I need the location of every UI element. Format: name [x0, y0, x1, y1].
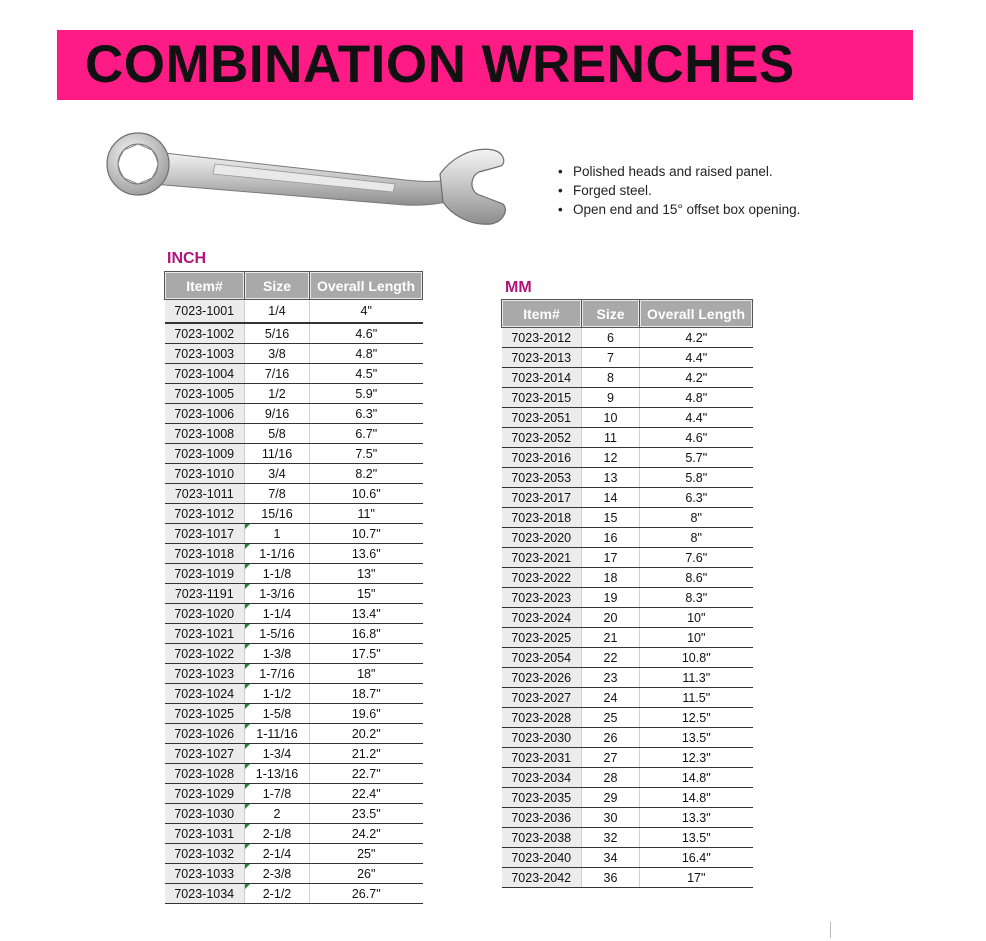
overall-length-cell: 13.5": [640, 828, 753, 848]
divider: [830, 922, 831, 938]
size-cell: 15/16: [245, 504, 310, 524]
size-cell: 28: [582, 768, 640, 788]
item-number-cell: 7023-1022: [165, 644, 245, 664]
size-cell: 1-5/8: [245, 704, 310, 724]
overall-length-cell: 13.5": [640, 728, 753, 748]
overall-length-cell: 4.8": [310, 344, 423, 364]
overall-length-cell: 4.4": [640, 408, 753, 428]
overall-length-cell: 12.3": [640, 748, 753, 768]
size-cell: 16: [582, 528, 640, 548]
overall-length-cell: 7.5": [310, 444, 423, 464]
overall-length-cell: 22.7": [310, 764, 423, 784]
item-number-cell: 7023-2034: [502, 768, 582, 788]
size-cell: 24: [582, 688, 640, 708]
feature-list: [558, 162, 800, 219]
size-cell: 22: [582, 648, 640, 668]
size-cell: 26: [582, 728, 640, 748]
size-cell: 27: [582, 748, 640, 768]
table-row: [165, 784, 423, 804]
item-number-cell: 7023-2014: [502, 368, 582, 388]
column-header-item: Item#: [502, 300, 582, 328]
size-cell: 36: [582, 868, 640, 888]
item-number-cell: 7023-1012: [165, 504, 245, 524]
size-cell: 7/16: [245, 364, 310, 384]
table-row: [165, 744, 423, 764]
item-number-cell: 7023-1023: [165, 664, 245, 684]
item-number-cell: 7023-1027: [165, 744, 245, 764]
overall-length-cell: 4.6": [640, 428, 753, 448]
table-row: [165, 300, 423, 324]
size-cell: 13: [582, 468, 640, 488]
size-cell: 3/8: [245, 344, 310, 364]
item-number-cell: 7023-2020: [502, 528, 582, 548]
overall-length-cell: 14.8": [640, 768, 753, 788]
overall-length-cell: 6.3": [640, 488, 753, 508]
overall-length-cell: 8": [640, 528, 753, 548]
table-row: [502, 748, 753, 768]
overall-length-cell: 22.4": [310, 784, 423, 804]
overall-length-cell: 5.7": [640, 448, 753, 468]
size-cell: 34: [582, 848, 640, 868]
item-number-cell: 7023-2031: [502, 748, 582, 768]
item-number-cell: 7023-2018: [502, 508, 582, 528]
item-number-cell: 7023-1029: [165, 784, 245, 804]
item-number-cell: 7023-2028: [502, 708, 582, 728]
size-cell: 1-11/16: [245, 724, 310, 744]
size-cell: 32: [582, 828, 640, 848]
overall-length-cell: 16.4": [640, 848, 753, 868]
item-number-cell: 7023-2040: [502, 848, 582, 868]
item-number-cell: 7023-2030: [502, 728, 582, 748]
size-cell: 7: [582, 348, 640, 368]
size-cell: 17: [582, 548, 640, 568]
bullet-icon: •: [558, 202, 563, 217]
table-row: [165, 404, 423, 424]
table-row: [502, 428, 753, 448]
size-cell: 2-1/8: [245, 824, 310, 844]
item-number-cell: 7023-1030: [165, 804, 245, 824]
table-row: [502, 348, 753, 368]
feature-item: • Polished heads and raised panel.: [558, 164, 773, 179]
table-row: [165, 664, 423, 684]
table-row: [502, 568, 753, 588]
item-number-cell: 7023-2042: [502, 868, 582, 888]
item-number-cell: 7023-1004: [165, 364, 245, 384]
overall-length-cell: 15": [310, 584, 423, 604]
size-cell: 7/8: [245, 484, 310, 504]
overall-length-cell: 4.8": [640, 388, 753, 408]
item-number-cell: 7023-1010: [165, 464, 245, 484]
overall-length-cell: 25": [310, 844, 423, 864]
overall-length-cell: 21.2": [310, 744, 423, 764]
size-cell: 2-3/8: [245, 864, 310, 884]
item-number-cell: 7023-2036: [502, 808, 582, 828]
table-row: [165, 344, 423, 364]
table-row: [165, 884, 423, 904]
overall-length-cell: 8.2": [310, 464, 423, 484]
size-cell: 1-3/16: [245, 584, 310, 604]
item-number-cell: 7023-2024: [502, 608, 582, 628]
table-row: [165, 864, 423, 884]
overall-length-cell: 13": [310, 564, 423, 584]
table-row: [502, 608, 753, 628]
item-number-cell: 7023-1017: [165, 524, 245, 544]
overall-length-cell: 13.3": [640, 808, 753, 828]
overall-length-cell: 24.2": [310, 824, 423, 844]
item-number-cell: 7023-1009: [165, 444, 245, 464]
table-row: [165, 844, 423, 864]
item-number-cell: 7023-1019: [165, 564, 245, 584]
overall-length-cell: 23.5": [310, 804, 423, 824]
overall-length-cell: 4": [310, 300, 423, 324]
size-cell: 1-3/8: [245, 644, 310, 664]
overall-length-cell: 8": [640, 508, 753, 528]
item-number-cell: 7023-1003: [165, 344, 245, 364]
size-cell: 10: [582, 408, 640, 428]
table-row: [502, 828, 753, 848]
overall-length-cell: 10.8": [640, 648, 753, 668]
item-number-cell: 7023-1011: [165, 484, 245, 504]
item-number-cell: 7023-2038: [502, 828, 582, 848]
table-row: [165, 724, 423, 744]
table-row: [165, 384, 423, 404]
size-cell: 11/16: [245, 444, 310, 464]
table-row: [165, 564, 423, 584]
table-row: [165, 764, 423, 784]
table-header-row: [502, 300, 753, 328]
size-cell: 2-1/4: [245, 844, 310, 864]
table-row: [502, 708, 753, 728]
item-number-cell: 7023-2026: [502, 668, 582, 688]
overall-length-cell: 10": [640, 608, 753, 628]
table-row: [502, 668, 753, 688]
mm-section-label: MM: [505, 279, 532, 296]
item-number-cell: 7023-2025: [502, 628, 582, 648]
size-cell: 5/16: [245, 323, 310, 344]
overall-length-cell: 10.7": [310, 524, 423, 544]
overall-length-cell: 13.4": [310, 604, 423, 624]
overall-length-cell: 16.8": [310, 624, 423, 644]
size-cell: 30: [582, 808, 640, 828]
table-row: [502, 768, 753, 788]
table-row: [165, 684, 423, 704]
item-number-cell: 7023-1018: [165, 544, 245, 564]
size-cell: 1-1/4: [245, 604, 310, 624]
overall-length-cell: 4.5": [310, 364, 423, 384]
overall-length-cell: 4.6": [310, 323, 423, 344]
table-row: [502, 648, 753, 668]
overall-length-cell: 5.8": [640, 468, 753, 488]
size-cell: 6: [582, 328, 640, 348]
size-cell: 3/4: [245, 464, 310, 484]
inch-section-label: INCH: [167, 250, 207, 267]
column-header-overall-length: Overall Length: [310, 272, 423, 300]
size-cell: 15: [582, 508, 640, 528]
item-number-cell: 7023-1191: [165, 584, 245, 604]
item-number-cell: 7023-2022: [502, 568, 582, 588]
overall-length-cell: 5.9": [310, 384, 423, 404]
overall-length-cell: 4.2": [640, 368, 753, 388]
size-cell: 25: [582, 708, 640, 728]
table-row: [165, 364, 423, 384]
feature-item: • Forged steel.: [558, 183, 652, 198]
item-number-cell: 7023-2021: [502, 548, 582, 568]
table-row: [165, 424, 423, 444]
feature-item: • Open end and 15° offset box opening.: [558, 202, 801, 217]
size-cell: 8: [582, 368, 640, 388]
table-row: [165, 544, 423, 564]
table-row: [502, 468, 753, 488]
table-row: [502, 688, 753, 708]
title-banner: [57, 30, 913, 100]
size-cell: 2-1/2: [245, 884, 310, 904]
size-cell: 1-3/4: [245, 744, 310, 764]
overall-length-cell: 4.4": [640, 348, 753, 368]
size-cell: 14: [582, 488, 640, 508]
size-cell: 23: [582, 668, 640, 688]
table-row: [165, 604, 423, 624]
overall-length-cell: 10.6": [310, 484, 423, 504]
overall-length-cell: 14.8": [640, 788, 753, 808]
item-number-cell: 7023-2015: [502, 388, 582, 408]
table-row: [165, 323, 423, 344]
table-row: [502, 508, 753, 528]
table-row: [502, 528, 753, 548]
item-number-cell: 7023-1034: [165, 884, 245, 904]
table-row: [502, 848, 753, 868]
size-cell: 1-1/2: [245, 684, 310, 704]
size-cell: 1-1/16: [245, 544, 310, 564]
overall-length-cell: 18.7": [310, 684, 423, 704]
size-cell: 12: [582, 448, 640, 468]
item-number-cell: 7023-2052: [502, 428, 582, 448]
size-cell: 5/8: [245, 424, 310, 444]
table-row: [165, 484, 423, 504]
size-cell: 29: [582, 788, 640, 808]
table-row: [502, 588, 753, 608]
size-cell: 2: [245, 804, 310, 824]
overall-length-cell: 10": [640, 628, 753, 648]
size-cell: 1/2: [245, 384, 310, 404]
size-cell: 1-7/8: [245, 784, 310, 804]
table-row: [165, 444, 423, 464]
item-number-cell: 7023-2054: [502, 648, 582, 668]
table-row: [165, 704, 423, 724]
table-row: [165, 644, 423, 664]
size-cell: 20: [582, 608, 640, 628]
overall-length-cell: 26": [310, 864, 423, 884]
table-row: [502, 868, 753, 888]
item-number-cell: 7023-1008: [165, 424, 245, 444]
overall-length-cell: 19.6": [310, 704, 423, 724]
item-number-cell: 7023-2017: [502, 488, 582, 508]
item-number-cell: 7023-2016: [502, 448, 582, 468]
table-row: [502, 448, 753, 468]
overall-length-cell: 20.2": [310, 724, 423, 744]
overall-length-cell: 18": [310, 664, 423, 684]
page-title: COMBINATION WRENCHES: [85, 35, 795, 94]
table-header-row: [165, 272, 423, 300]
item-number-cell: 7023-1006: [165, 404, 245, 424]
item-number-cell: 7023-1032: [165, 844, 245, 864]
item-number-cell: 7023-1025: [165, 704, 245, 724]
table-row: [165, 584, 423, 604]
size-cell: 11: [582, 428, 640, 448]
table-row: [502, 488, 753, 508]
overall-length-cell: 11.5": [640, 688, 753, 708]
item-number-cell: 7023-2027: [502, 688, 582, 708]
item-number-cell: 7023-1021: [165, 624, 245, 644]
item-number-cell: 7023-2023: [502, 588, 582, 608]
table-row: [502, 788, 753, 808]
mm-spec-table: [501, 299, 753, 888]
size-cell: 18: [582, 568, 640, 588]
item-number-cell: 7023-1033: [165, 864, 245, 884]
table-row: [502, 728, 753, 748]
overall-length-cell: 7.6": [640, 548, 753, 568]
item-number-cell: 7023-1026: [165, 724, 245, 744]
table-row: [502, 408, 753, 428]
item-number-cell: 7023-2012: [502, 328, 582, 348]
overall-length-cell: 6.3": [310, 404, 423, 424]
column-header-overall-length: Overall Length: [640, 300, 753, 328]
overall-length-cell: 6.7": [310, 424, 423, 444]
item-number-cell: 7023-1020: [165, 604, 245, 624]
size-cell: 1-13/16: [245, 764, 310, 784]
size-cell: 9/16: [245, 404, 310, 424]
bullet-icon: •: [558, 164, 563, 179]
table-row: [165, 464, 423, 484]
size-cell: 1: [245, 524, 310, 544]
overall-length-cell: 4.2": [640, 328, 753, 348]
table-row: [165, 624, 423, 644]
table-row: [502, 628, 753, 648]
column-header-item: Item#: [165, 272, 245, 300]
overall-length-cell: 13.6": [310, 544, 423, 564]
item-number-cell: 7023-1028: [165, 764, 245, 784]
size-cell: 1-5/16: [245, 624, 310, 644]
overall-length-cell: 12.5": [640, 708, 753, 728]
column-header-size: Size: [582, 300, 640, 328]
overall-length-cell: 11.3": [640, 668, 753, 688]
table-row: [502, 808, 753, 828]
item-number-cell: 7023-2013: [502, 348, 582, 368]
size-cell: 1-7/16: [245, 664, 310, 684]
size-cell: 9: [582, 388, 640, 408]
overall-length-cell: 8.6": [640, 568, 753, 588]
item-number-cell: 7023-1001: [165, 300, 245, 324]
column-header-size: Size: [245, 272, 310, 300]
table-row: [502, 368, 753, 388]
table-row: [502, 548, 753, 568]
overall-length-cell: 8.3": [640, 588, 753, 608]
overall-length-cell: 26.7": [310, 884, 423, 904]
item-number-cell: 7023-1031: [165, 824, 245, 844]
table-row: [165, 524, 423, 544]
item-number-cell: 7023-1024: [165, 684, 245, 704]
combination-wrench-icon: [105, 122, 515, 232]
overall-length-cell: 17": [640, 868, 753, 888]
overall-length-cell: 17.5": [310, 644, 423, 664]
table-row: [502, 388, 753, 408]
item-number-cell: 7023-2053: [502, 468, 582, 488]
table-row: [165, 804, 423, 824]
table-row: [502, 328, 753, 348]
table-row: [165, 824, 423, 844]
size-cell: 19: [582, 588, 640, 608]
size-cell: 21: [582, 628, 640, 648]
item-number-cell: 7023-2051: [502, 408, 582, 428]
table-row: [165, 504, 423, 524]
item-number-cell: 7023-2035: [502, 788, 582, 808]
inch-spec-table: [164, 271, 423, 904]
overall-length-cell: 11": [310, 504, 423, 524]
item-number-cell: 7023-1005: [165, 384, 245, 404]
size-cell: 1/4: [245, 300, 310, 324]
bullet-icon: •: [558, 183, 563, 198]
item-number-cell: 7023-1002: [165, 323, 245, 344]
size-cell: 1-1/8: [245, 564, 310, 584]
